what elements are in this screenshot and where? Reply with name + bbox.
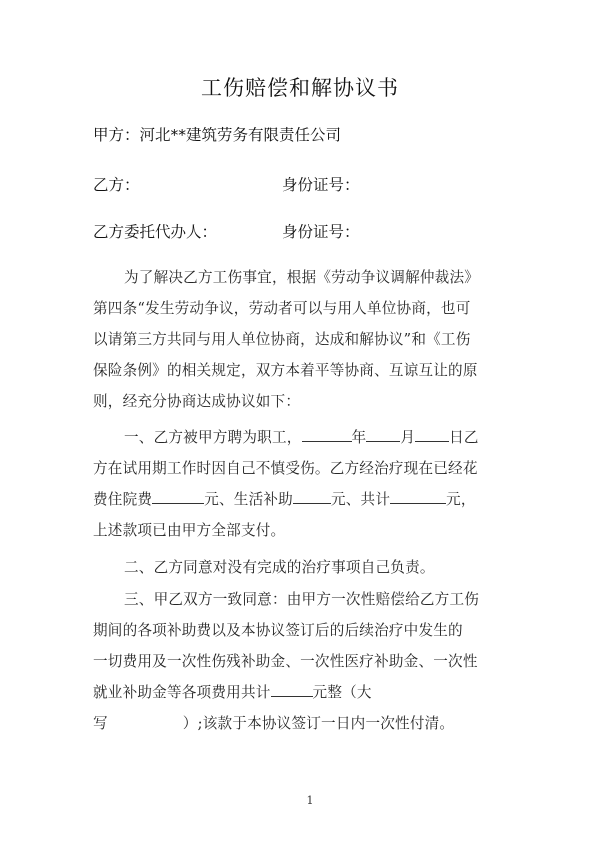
clause-1-line: 一、乙方被甲方聘为职工， 年 月 日乙 [93, 422, 511, 453]
party-a-line [93, 123, 341, 145]
party-a-name: 河北**建筑劳务有限责任公司 [139, 126, 342, 144]
party-a-label: 甲方： [93, 126, 140, 144]
clause-1 [93, 422, 511, 546]
clause-3-line: 一切费用及一次性伤残补助金、一次性医疗补助金、一次性 [93, 653, 478, 670]
party-b-agent-id-label: 身份证号： [282, 223, 360, 241]
clause-3-line: 期间的各项补助费以及本协议签订后的后续治疗中发生的 [93, 622, 463, 639]
living-subsidy-blank[interactable] [293, 486, 331, 504]
document-title: 工伤赔偿和解协议书 [201, 76, 399, 100]
clause-2 [93, 552, 511, 583]
page-number: 1 [306, 794, 314, 807]
date-month-blank[interactable] [366, 424, 400, 442]
clause-3-line: 写 ）;该款于本协议签订一日内一次性付清。 [93, 715, 455, 732]
clause-1-line: 方在试用期工作时因自己不慎受伤。乙方经治疗现在已经花 [93, 460, 478, 477]
preamble-line: 为了解决乙方工伤事宜，根据《劳动争议调解仲裁法》 [124, 269, 480, 286]
party-b-id-label: 身份证号： [282, 176, 360, 194]
preamble-line: 以请第三方共同与用人单位协商，达成和解协议”和《工伤 [93, 331, 471, 348]
preamble-paragraph [93, 262, 511, 417]
date-year-blank[interactable] [302, 424, 352, 442]
party-b-label: 乙方： [93, 176, 140, 194]
total-amount-blank[interactable] [390, 486, 446, 504]
party-b-agent-label: 乙方委托代办人： [93, 223, 218, 241]
hospital-fee-blank[interactable] [152, 486, 204, 504]
compensation-total-blank[interactable] [271, 679, 313, 697]
preamble-line: 保险条例》的相关规定，双方本着平等协商、互谅互让的原 [93, 362, 478, 379]
clause-1-line: 费住院费 元、生活补助 元、共计 元， [93, 484, 511, 515]
clause-3-line: 三、甲乙双方一致同意：由甲方一次性赔偿给乙方工伤 [124, 591, 480, 608]
clause-2-line: 二、乙方同意对没有完成的治疗事项自己负责。 [124, 559, 435, 576]
clause-3 [93, 584, 511, 739]
preamble-line: 则，经充分协商达成协议如下： [93, 393, 301, 410]
preamble-line: 第四条“发生劳动争议，劳动者可以与用人单位协商，也可 [93, 300, 471, 317]
clause-1-line: 上述款项已由甲方全部支付。 [93, 522, 286, 539]
clause-3-line: 就业补助金等各项费用共计 元整（大 [93, 677, 511, 708]
date-day-blank[interactable] [415, 424, 449, 442]
